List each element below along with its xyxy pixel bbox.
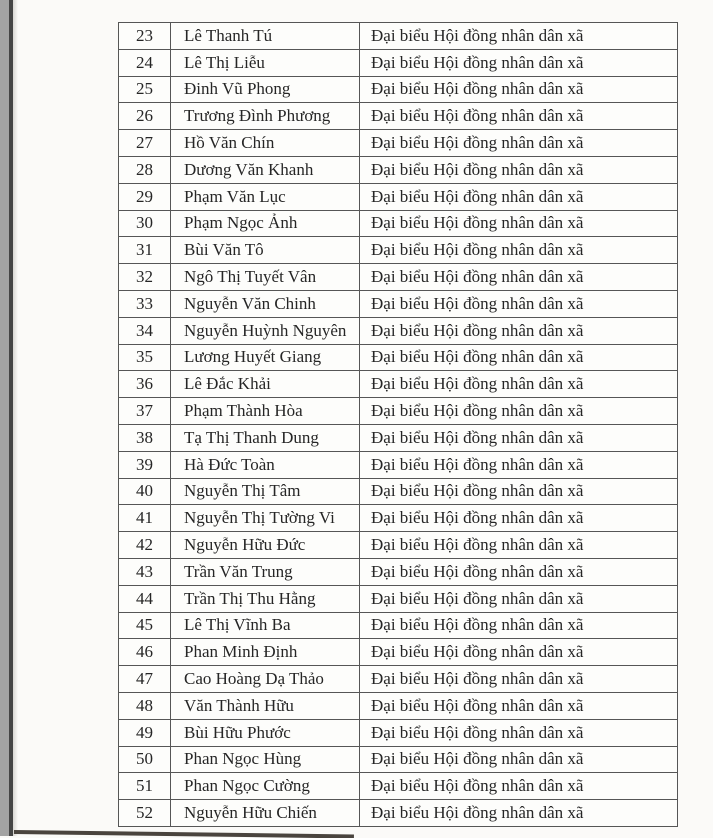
delegate-name-cell: Dương Văn Khanh xyxy=(171,156,360,183)
position-cell: Đại biểu Hội đồng nhân dân xã xyxy=(360,692,678,719)
table-row xyxy=(119,210,678,237)
table-row xyxy=(119,317,678,344)
delegate-name-cell: Nguyễn Thị Tâm xyxy=(171,478,360,505)
table-row xyxy=(119,773,678,800)
table-row xyxy=(119,371,678,398)
delegate-table xyxy=(118,22,678,827)
position-cell: Đại biểu Hội đồng nhân dân xã xyxy=(360,666,678,693)
row-number-cell: 29 xyxy=(119,183,171,210)
table-row xyxy=(119,451,678,478)
delegate-name-cell: Đinh Vũ Phong xyxy=(171,76,360,103)
table-row xyxy=(119,505,678,532)
table-row xyxy=(119,49,678,76)
delegate-name-cell: Phan Minh Định xyxy=(171,639,360,666)
scan-edge-gray-strip xyxy=(0,0,9,836)
table-row xyxy=(119,800,678,827)
row-number-cell: 45 xyxy=(119,612,171,639)
delegate-name-cell: Hồ Văn Chín xyxy=(171,130,360,157)
position-cell: Đại biểu Hội đồng nhân dân xã xyxy=(360,317,678,344)
position-cell: Đại biểu Hội đồng nhân dân xã xyxy=(360,264,678,291)
table-row xyxy=(119,585,678,612)
table-row xyxy=(119,156,678,183)
delegate-name-cell: Trần Thị Thu Hằng xyxy=(171,585,360,612)
delegate-name-cell: Lê Thị Liễu xyxy=(171,49,360,76)
row-number-cell: 42 xyxy=(119,532,171,559)
table-row xyxy=(119,692,678,719)
delegate-name-cell: Tạ Thị Thanh Dung xyxy=(171,424,360,451)
delegate-name-cell: Lương Huyết Giang xyxy=(171,344,360,371)
position-cell: Đại biểu Hội đồng nhân dân xã xyxy=(360,344,678,371)
position-cell: Đại biểu Hội đồng nhân dân xã xyxy=(360,505,678,532)
delegate-name-cell: Văn Thành Hữu xyxy=(171,692,360,719)
table-row xyxy=(119,746,678,773)
row-number-cell: 34 xyxy=(119,317,171,344)
delegate-name-cell: Phan Ngọc Cường xyxy=(171,773,360,800)
position-cell: Đại biểu Hội đồng nhân dân xã xyxy=(360,371,678,398)
position-cell: Đại biểu Hội đồng nhân dân xã xyxy=(360,130,678,157)
delegate-name-cell: Hà Đức Toàn xyxy=(171,451,360,478)
row-number-cell: 37 xyxy=(119,398,171,425)
row-number-cell: 49 xyxy=(119,719,171,746)
delegate-name-cell: Ngô Thị Tuyết Vân xyxy=(171,264,360,291)
row-number-cell: 50 xyxy=(119,746,171,773)
table-row xyxy=(119,103,678,130)
row-number-cell: 52 xyxy=(119,800,171,827)
delegate-name-cell: Trương Đình Phương xyxy=(171,103,360,130)
delegate-name-cell: Lê Thị Vĩnh Ba xyxy=(171,612,360,639)
table-row xyxy=(119,424,678,451)
table-row xyxy=(119,612,678,639)
table-row xyxy=(119,532,678,559)
row-number-cell: 40 xyxy=(119,478,171,505)
delegate-name-cell: Nguyễn Huỳnh Nguyên xyxy=(171,317,360,344)
row-number-cell: 44 xyxy=(119,585,171,612)
row-number-cell: 41 xyxy=(119,505,171,532)
table-row xyxy=(119,183,678,210)
delegate-name-cell: Phạm Thành Hòa xyxy=(171,398,360,425)
position-cell: Đại biểu Hội đồng nhân dân xã xyxy=(360,424,678,451)
delegate-name-cell: Phạm Văn Lục xyxy=(171,183,360,210)
row-number-cell: 39 xyxy=(119,451,171,478)
position-cell: Đại biểu Hội đồng nhân dân xã xyxy=(360,451,678,478)
position-cell: Đại biểu Hội đồng nhân dân xã xyxy=(360,639,678,666)
delegate-name-cell: Phạm Ngọc Ảnh xyxy=(171,210,360,237)
table-row xyxy=(119,344,678,371)
row-number-cell: 32 xyxy=(119,264,171,291)
position-cell: Đại biểu Hội đồng nhân dân xã xyxy=(360,23,678,50)
row-number-cell: 46 xyxy=(119,639,171,666)
table-row xyxy=(119,264,678,291)
position-cell: Đại biểu Hội đồng nhân dân xã xyxy=(360,210,678,237)
row-number-cell: 33 xyxy=(119,290,171,317)
scan-bottom-edge-line xyxy=(14,830,354,838)
position-cell: Đại biểu Hội đồng nhân dân xã xyxy=(360,773,678,800)
row-number-cell: 43 xyxy=(119,558,171,585)
position-cell: Đại biểu Hội đồng nhân dân xã xyxy=(360,156,678,183)
row-number-cell: 27 xyxy=(119,130,171,157)
row-number-cell: 51 xyxy=(119,773,171,800)
position-cell: Đại biểu Hội đồng nhân dân xã xyxy=(360,49,678,76)
row-number-cell: 24 xyxy=(119,49,171,76)
position-cell: Đại biểu Hội đồng nhân dân xã xyxy=(360,76,678,103)
delegate-name-cell: Trần Văn Trung xyxy=(171,558,360,585)
position-cell: Đại biểu Hội đồng nhân dân xã xyxy=(360,183,678,210)
position-cell: Đại biểu Hội đồng nhân dân xã xyxy=(360,103,678,130)
row-number-cell: 26 xyxy=(119,103,171,130)
table-row xyxy=(119,76,678,103)
table-row xyxy=(119,478,678,505)
scan-edge-shadow xyxy=(13,0,18,836)
delegate-name-cell: Nguyễn Hữu Chiến xyxy=(171,800,360,827)
position-cell: Đại biểu Hội đồng nhân dân xã xyxy=(360,746,678,773)
position-cell: Đại biểu Hội đồng nhân dân xã xyxy=(360,290,678,317)
position-cell: Đại biểu Hội đồng nhân dân xã xyxy=(360,478,678,505)
table-row xyxy=(119,558,678,585)
delegate-name-cell: Bùi Văn Tô xyxy=(171,237,360,264)
row-number-cell: 28 xyxy=(119,156,171,183)
row-number-cell: 36 xyxy=(119,371,171,398)
table-row xyxy=(119,290,678,317)
position-cell: Đại biểu Hội đồng nhân dân xã xyxy=(360,585,678,612)
table-row xyxy=(119,719,678,746)
position-cell: Đại biểu Hội đồng nhân dân xã xyxy=(360,558,678,585)
delegate-name-cell: Nguyễn Thị Tường Vi xyxy=(171,505,360,532)
table-row xyxy=(119,130,678,157)
row-number-cell: 48 xyxy=(119,692,171,719)
position-cell: Đại biểu Hội đồng nhân dân xã xyxy=(360,612,678,639)
row-number-cell: 31 xyxy=(119,237,171,264)
row-number-cell: 25 xyxy=(119,76,171,103)
table-row xyxy=(119,23,678,50)
position-cell: Đại biểu Hội đồng nhân dân xã xyxy=(360,237,678,264)
row-number-cell: 30 xyxy=(119,210,171,237)
delegate-name-cell: Lê Thanh Tú xyxy=(171,23,360,50)
position-cell: Đại biểu Hội đồng nhân dân xã xyxy=(360,532,678,559)
table-row xyxy=(119,639,678,666)
delegate-name-cell: Phan Ngọc Hùng xyxy=(171,746,360,773)
position-cell: Đại biểu Hội đồng nhân dân xã xyxy=(360,719,678,746)
table-row xyxy=(119,237,678,264)
delegate-name-cell: Nguyễn Văn Chinh xyxy=(171,290,360,317)
row-number-cell: 23 xyxy=(119,23,171,50)
delegate-name-cell: Nguyễn Hữu Đức xyxy=(171,532,360,559)
table-row xyxy=(119,398,678,425)
delegate-name-cell: Bùi Hữu Phước xyxy=(171,719,360,746)
delegate-name-cell: Lê Đắc Khải xyxy=(171,371,360,398)
row-number-cell: 38 xyxy=(119,424,171,451)
row-number-cell: 35 xyxy=(119,344,171,371)
table-row xyxy=(119,666,678,693)
position-cell: Đại biểu Hội đồng nhân dân xã xyxy=(360,398,678,425)
row-number-cell: 47 xyxy=(119,666,171,693)
position-cell: Đại biểu Hội đồng nhân dân xã xyxy=(360,800,678,827)
delegate-name-cell: Cao Hoàng Dạ Thảo xyxy=(171,666,360,693)
